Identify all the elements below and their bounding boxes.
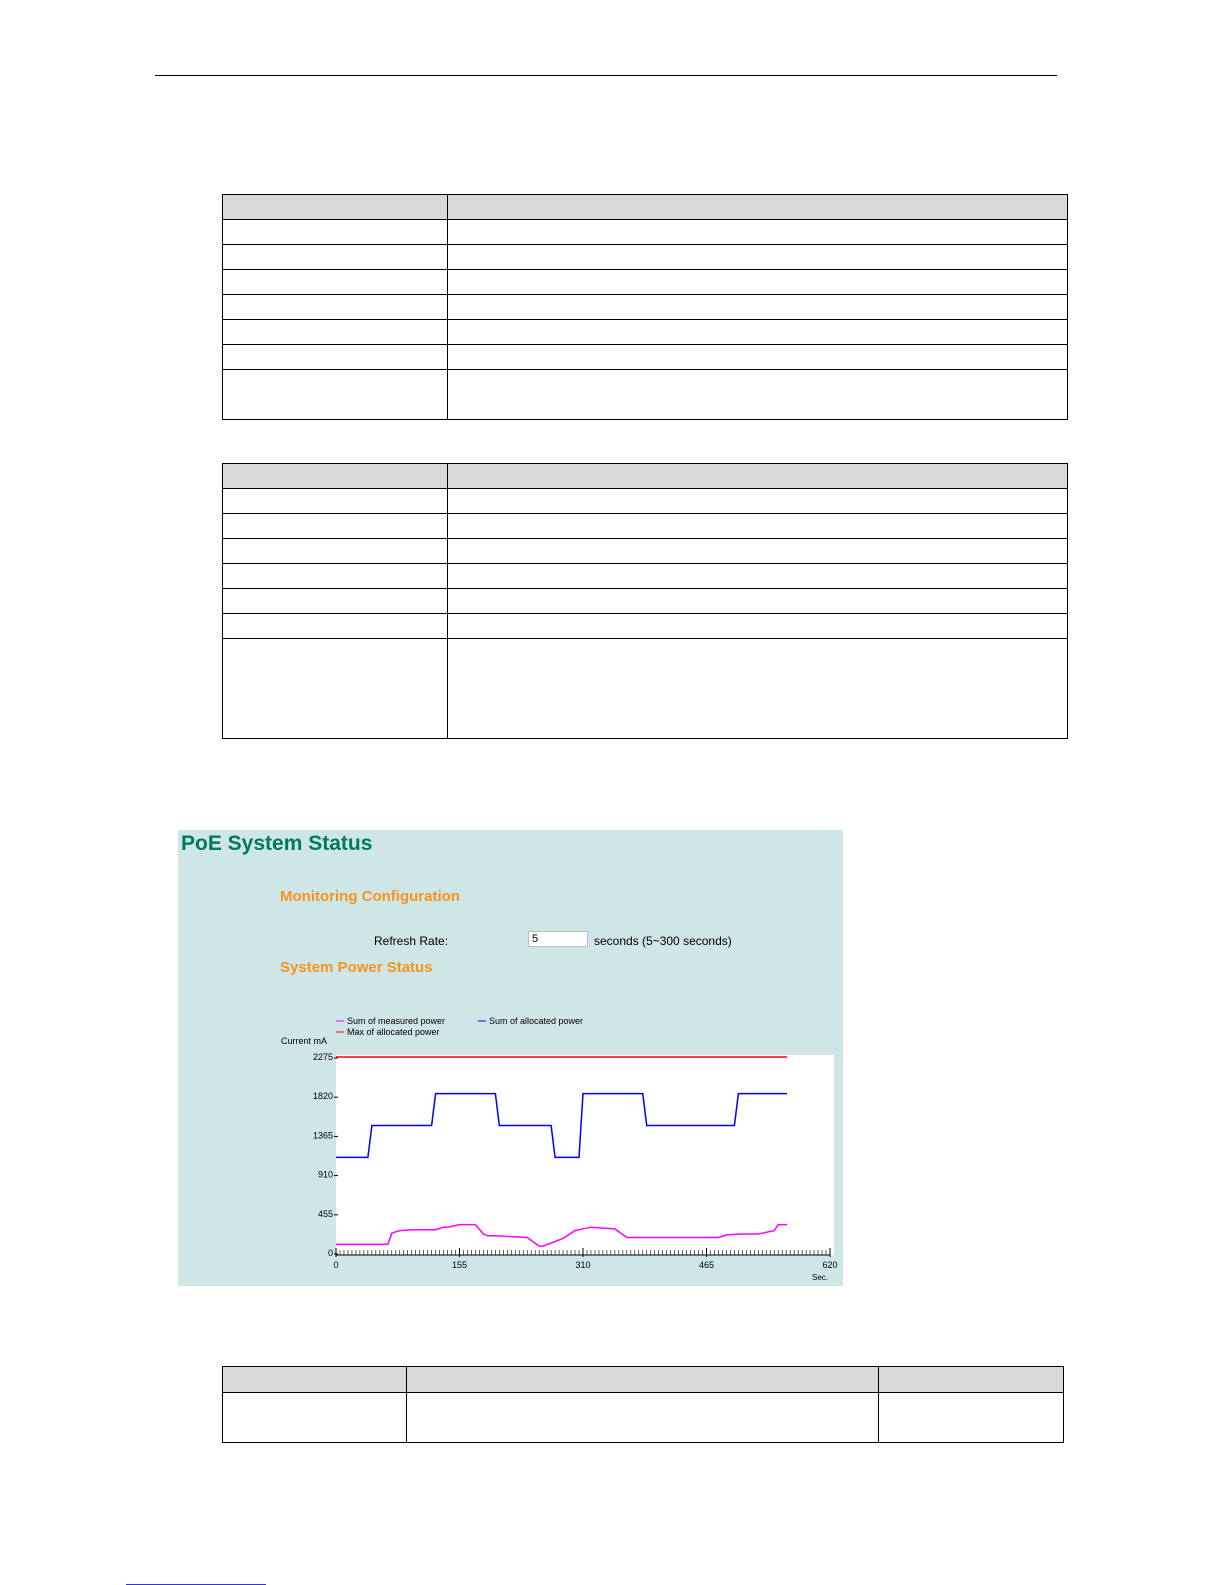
table-row: [223, 514, 1068, 539]
table-row: [223, 564, 1068, 589]
refresh-rate-unit: seconds (5~300 seconds): [594, 934, 732, 948]
poe-system-status-panel: [178, 830, 843, 1286]
power-chart: [178, 830, 843, 1286]
x-tick-label: 620: [822, 1260, 838, 1270]
legend-label: Sum of allocated power: [489, 1016, 584, 1026]
y-tick-label: 2275: [312, 1052, 333, 1062]
table-header-row: [223, 195, 1068, 220]
legend-label: Sum of measured power: [347, 1016, 446, 1026]
table-row: [223, 245, 1068, 270]
table-row: [223, 295, 1068, 320]
plot-area: [336, 1055, 834, 1255]
page-header-rule: [155, 75, 1057, 76]
table-row: [223, 270, 1068, 295]
x-tick-label: 310: [575, 1260, 591, 1270]
table-row: [223, 589, 1068, 614]
table-row: [223, 639, 1068, 739]
table-row: [223, 320, 1068, 345]
y-tick-label: 910: [317, 1169, 333, 1180]
system-power-heading: System Power Status: [280, 959, 433, 976]
table-row: [223, 539, 1068, 564]
y-tick-label: 455: [317, 1208, 333, 1219]
x-axis-unit: Sec.: [811, 1273, 828, 1282]
table-row: [223, 220, 1068, 245]
y-tick-label: 1820: [312, 1091, 333, 1102]
y-tick-label: 1365: [312, 1130, 333, 1141]
table-header-row: [223, 464, 1068, 489]
refresh-rate-label: Refresh Rate:: [374, 934, 449, 948]
table-header-row: [223, 1367, 1064, 1393]
monitoring-config-heading: Monitoring Configuration: [280, 888, 460, 905]
panel-title: PoE System Status: [181, 832, 373, 855]
y-tick-label: 0: [327, 1248, 333, 1258]
x-tick-label: 0: [333, 1260, 339, 1270]
y-axis: [313, 1052, 338, 1258]
settings-table-1: [222, 194, 1068, 420]
chart-legend: [336, 1016, 583, 1037]
table-row: [223, 489, 1068, 514]
x-tick-label: 465: [698, 1260, 715, 1270]
table-row: [223, 370, 1068, 420]
settings-table-3: [222, 1366, 1064, 1443]
table-row: [223, 614, 1068, 639]
legend-label: Max of allocated power: [347, 1027, 440, 1037]
table-row: [223, 1393, 1064, 1443]
table-row: [223, 345, 1068, 370]
y-axis-title: Current mA: [281, 1036, 328, 1046]
x-tick-label: 155: [451, 1260, 468, 1270]
settings-table-2: [222, 463, 1068, 739]
